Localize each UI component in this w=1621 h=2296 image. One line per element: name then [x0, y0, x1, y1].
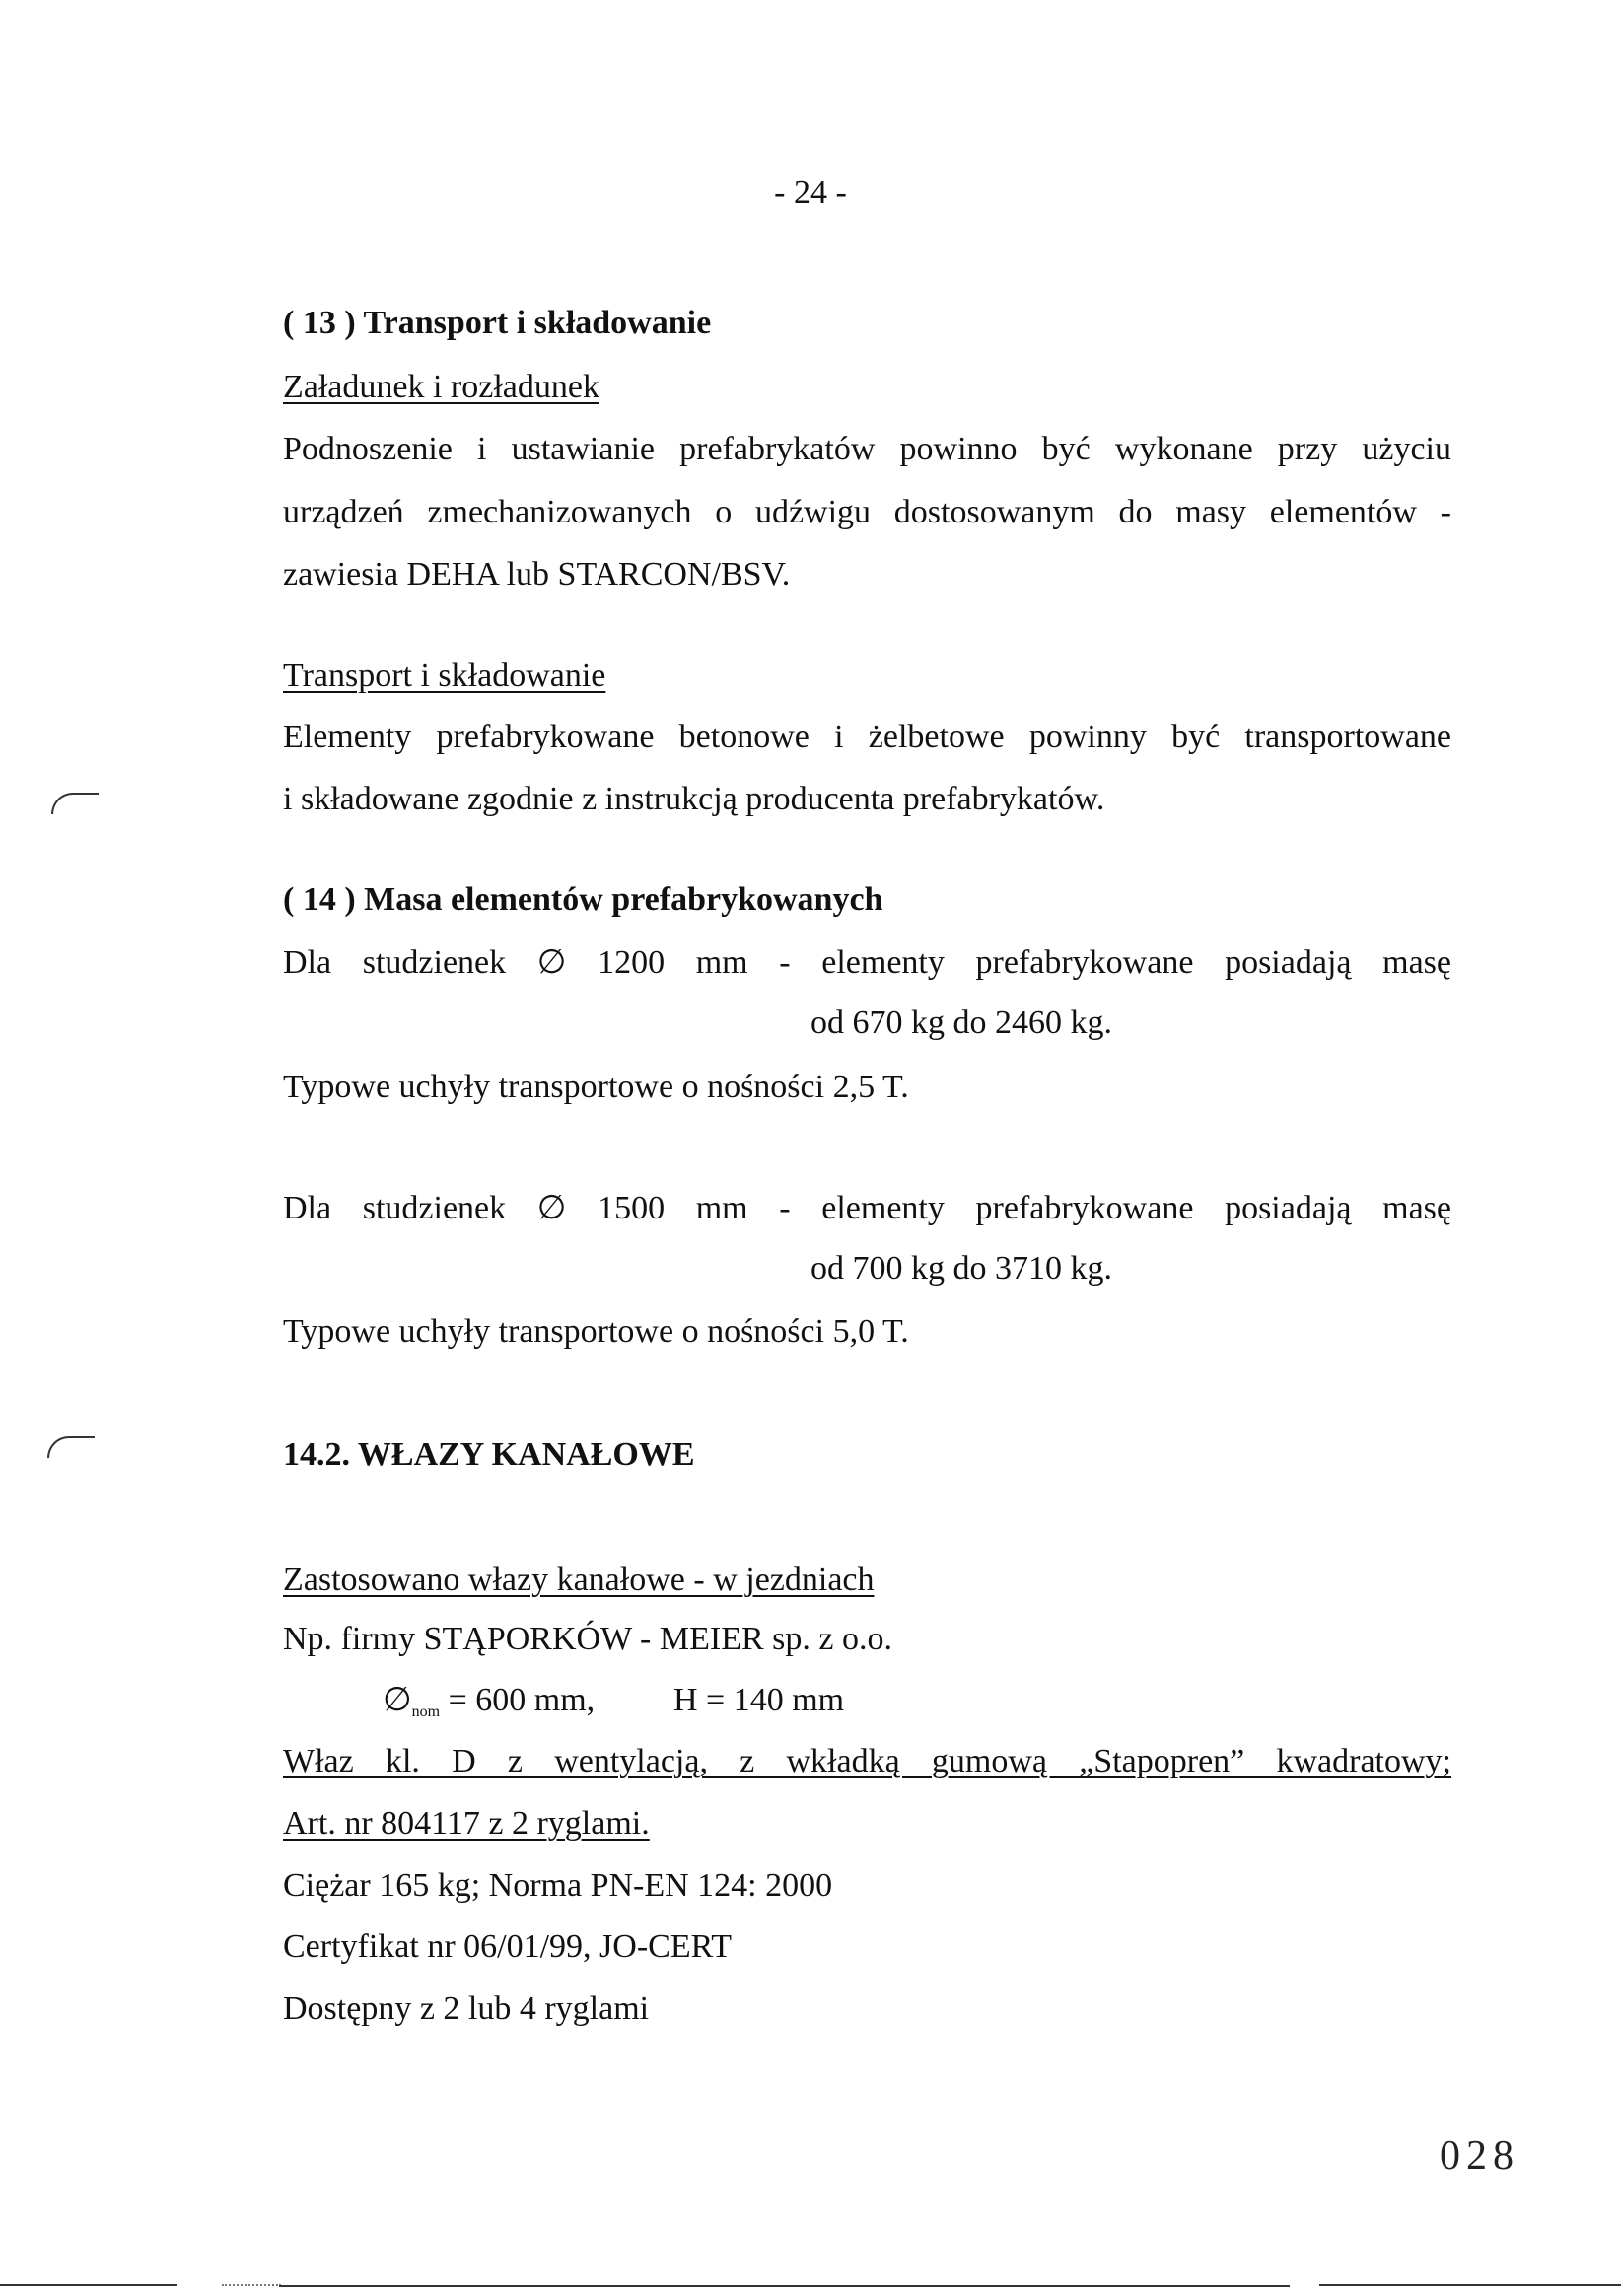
- paragraph-line: Dostępny z 2 lub 4 ryglami: [283, 1990, 650, 2027]
- margin-mark: [51, 793, 99, 814]
- bottom-rule: [279, 2285, 1290, 2287]
- subheading-transport: Transport i składowanie: [283, 658, 606, 694]
- paragraph-line: Typowe uchyły transportowe o nośności 2,5 T.: [283, 1069, 909, 1105]
- paragraph-line: i składowane zgodnie z instrukcją producenta prefabrykatów.: [283, 781, 1105, 817]
- page-number: - 24 -: [774, 174, 847, 211]
- subheading-manholes: Zastosowano włazy kanałowe - w jezdniach: [283, 1562, 875, 1598]
- paragraph-line: od 700 kg do 3710 kg.: [810, 1250, 1112, 1287]
- paragraph-line: urządzeń zmechanizowanych o udźwigu dostosowanym do masy elementów -: [283, 494, 1451, 530]
- paragraph-line: Dla studzienek ∅ 1500 mm - elementy prefabrykowane posiadają masę: [283, 1190, 1451, 1226]
- paragraph-line: Ciężar 165 kg; Norma PN-EN 124: 2000: [283, 1867, 833, 1904]
- diameter-value: = 600 mm,: [448, 1682, 596, 1718]
- diameter-spec: [383, 1681, 595, 1732]
- section-14-heading: ( 14 ) Masa elementów prefabrykowanych: [283, 881, 883, 918]
- manhole-description: Właz kl. D z wentylacją, z wkładką gumową „Stapopren” kwadratowy;: [283, 1743, 1451, 1779]
- margin-mark: [47, 1436, 95, 1458]
- paragraph-line: od 670 kg do 2460 kg.: [810, 1005, 1112, 1041]
- paragraph-line: Certyfikat nr 06/01/99, JO-CERT: [283, 1928, 733, 1965]
- paragraph-line: Dla studzienek ∅ 1200 mm - elementy prefabrykowane posiadają masę: [283, 944, 1451, 981]
- diameter-subscript: nom: [411, 1704, 441, 1720]
- paragraph-line: Elementy prefabrykowane betonowe i żelbetowe powinny być transportowane: [283, 719, 1451, 755]
- bottom-rule: [1319, 2284, 1621, 2286]
- height-spec: H = 140 mm: [673, 1682, 845, 1718]
- page-stamp: 028: [1440, 2133, 1519, 2179]
- paragraph-line: Np. firmy STĄPORKÓW - MEIER sp. z o.o.: [283, 1621, 892, 1657]
- paragraph-line: zawiesia DEHA lub STARCON/BSV.: [283, 556, 791, 592]
- paragraph-line: Typowe uchyły transportowe o nośności 5,0 T.: [283, 1313, 909, 1350]
- bottom-rule: [0, 2284, 177, 2286]
- diameter-symbol: ∅: [383, 1682, 412, 1718]
- article-number: Art. nr 804117 z 2 ryglami.: [283, 1805, 650, 1842]
- paragraph-line: Podnoszenie i ustawianie prefabrykatów powinno być wykonane przy użyciu: [283, 431, 1451, 467]
- section-14-2-heading: 14.2. WŁAZY KANAŁOWE: [283, 1436, 695, 1473]
- section-13-heading: ( 13 ) Transport i składowanie: [283, 305, 712, 341]
- bottom-rule-dots: [222, 2284, 281, 2286]
- subheading-loading: Załadunek i rozładunek: [283, 369, 599, 405]
